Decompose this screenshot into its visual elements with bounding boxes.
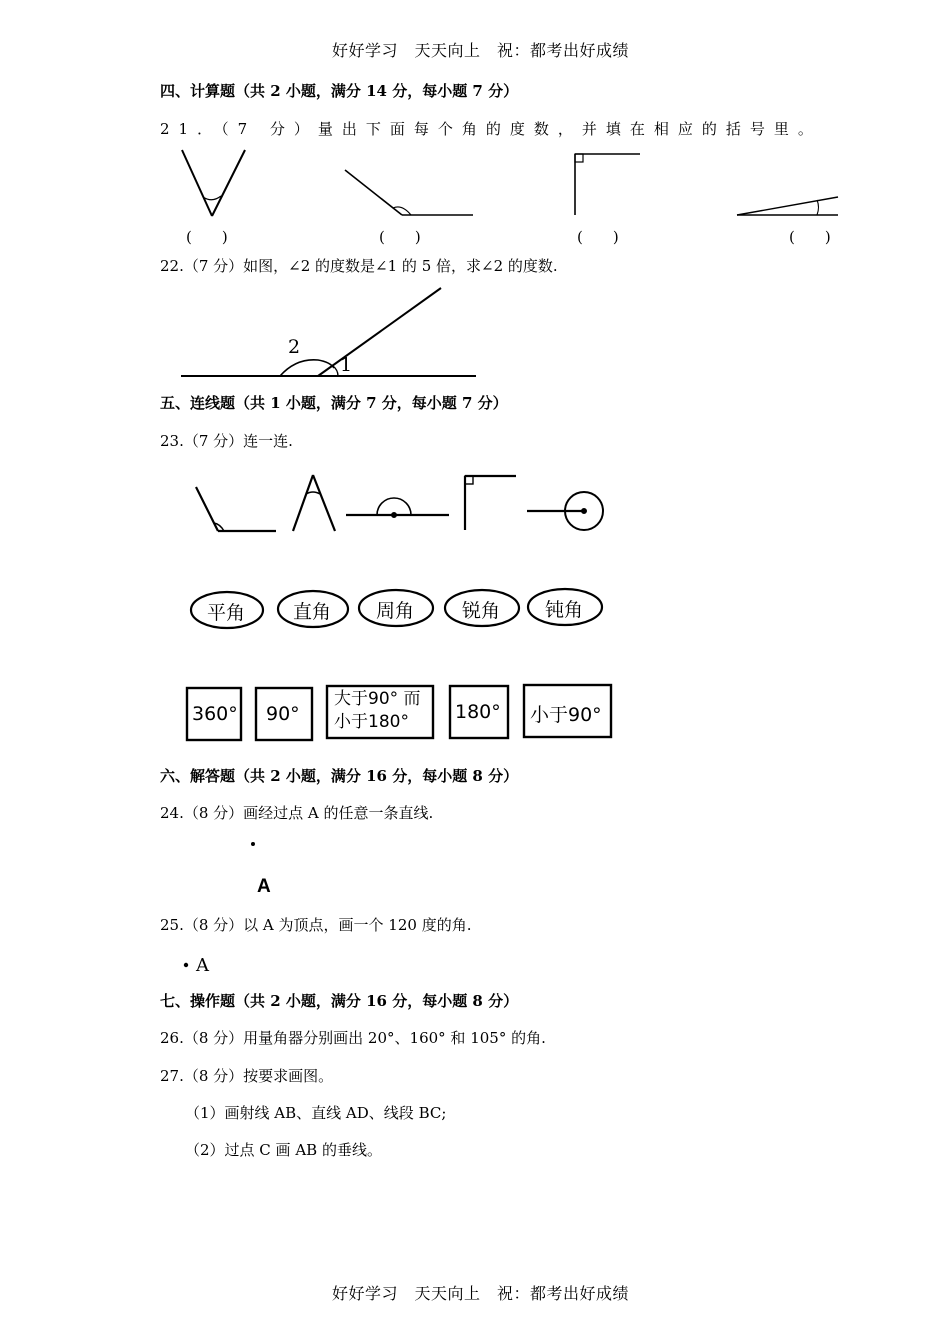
q25-point-label: A bbox=[196, 955, 209, 976]
q23-box-less-than-90[interactable]: 小于90° bbox=[530, 704, 602, 726]
section-4-title: 四、计算题（共 2 小题，满分 14 分，每小题 7 分） bbox=[160, 82, 519, 100]
question-25: 25.（8 分）以 A 为顶点，画一个 120 度的角. bbox=[160, 916, 472, 934]
question-24: 24.（8 分）画经过点 A 的任意一条直线. bbox=[160, 804, 434, 822]
question-27-part-1: （1）画射线 AB、直线 AD、线段 BC; bbox=[185, 1104, 447, 1122]
q23-box-360[interactable]: 360° bbox=[192, 703, 238, 725]
q21-blank-3[interactable]: ( ) bbox=[577, 228, 619, 246]
question-27: 27.（8 分）按要求画图。 bbox=[160, 1067, 334, 1085]
q21-blank-4[interactable]: ( ) bbox=[789, 228, 831, 246]
q23-oval-flat-angle[interactable]: 平角 bbox=[207, 602, 246, 624]
q23-oval-acute-angle[interactable]: 锐角 bbox=[462, 600, 501, 622]
q21-blank-1[interactable]: ( ) bbox=[186, 228, 228, 246]
question-26: 26.（8 分）用量角器分别画出 20°、160° 和 105° 的角. bbox=[160, 1029, 546, 1047]
question-27-part-2: （2）过点 C 画 AB 的垂线。 bbox=[185, 1141, 382, 1159]
section-7-title: 七、操作题（共 2 小题，满分 16 分，每小题 8 分） bbox=[160, 992, 519, 1010]
question-23: 23.（7 分）连一连. bbox=[160, 432, 293, 450]
q22-label-angle-1: 1 bbox=[340, 354, 353, 376]
q24-point-label: A bbox=[257, 876, 271, 897]
q21-blank-2[interactable]: ( ) bbox=[379, 228, 421, 246]
q23-oval-full-angle[interactable]: 周角 bbox=[376, 600, 415, 622]
q22-label-angle-2: 2 bbox=[288, 336, 301, 358]
q23-oval-obtuse-angle[interactable]: 钝角 bbox=[545, 599, 584, 621]
page-header: 好好学习 天天向上 祝：都考出好成绩 bbox=[332, 41, 630, 60]
q23-box-90[interactable]: 90° bbox=[266, 703, 300, 725]
q23-box-between-90-180[interactable]: 大于90° 而 小于180° bbox=[334, 689, 421, 732]
page-footer: 好好学习 天天向上 祝：都考出好成绩 bbox=[332, 1284, 630, 1303]
q23-oval-right-angle[interactable]: 直角 bbox=[293, 601, 332, 623]
section-5-title: 五、连线题（共 1 小题，满分 7 分，每小题 7 分） bbox=[160, 394, 508, 412]
q23-box-180[interactable]: 180° bbox=[455, 701, 501, 723]
section-6-title: 六、解答题（共 2 小题，满分 16 分，每小题 8 分） bbox=[160, 767, 519, 785]
question-21: 21．（7 分）量出下面每个角的度数，并填在相应的括号里。 bbox=[160, 120, 822, 138]
question-22: 22.（7 分）如图，∠2 的度数是∠1 的 5 倍，求∠2 的度数. bbox=[160, 257, 558, 275]
